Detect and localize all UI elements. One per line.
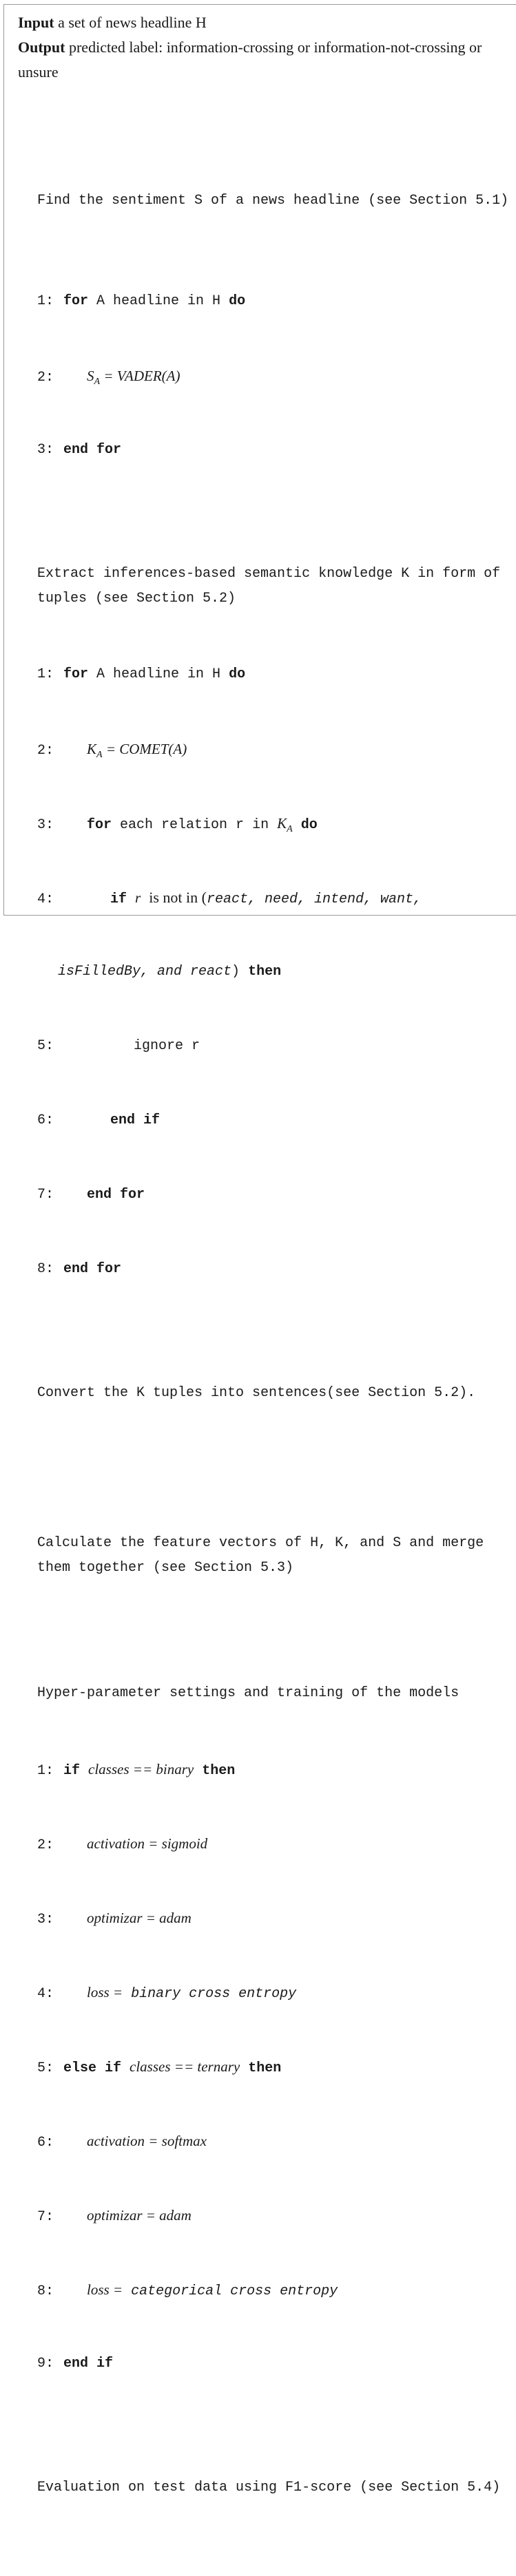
section4-comment: Calculate the feature vectors of H, K, and S and merge them together (see Section 5.3) [37, 1535, 484, 1576]
s5-line-3: 3: optimizar = adam [37, 1910, 192, 1928]
box-top-border [3, 4, 516, 5]
s2-line-4-cont: isFilledBy, and react) then [58, 964, 282, 980]
vader-formula: $S_A$ = VADER(A) [87, 368, 180, 388]
s1-line-2: 2: $S_A$ = VADER(A) [37, 368, 180, 388]
s5-line-4: 4: loss = binary cross entropy [37, 1984, 297, 2002]
box-left-border [3, 4, 4, 916]
s1-line-3: 3: end for [37, 442, 122, 458]
input-line [18, 10, 510, 35]
input-text: a set of news headline H [58, 14, 207, 31]
s5-line-1: 1: if classes == binary then [37, 1761, 236, 1779]
s2-line-6: 6: end if [37, 1112, 161, 1128]
input-keyword: Input [18, 14, 54, 31]
s2-line-4: 4: if r is not in (react, need, intend, want, [37, 889, 422, 907]
s1-line-1: 1: for A headline in H do [37, 293, 246, 309]
s5-line-6: 6: activation = softmax [37, 2133, 207, 2151]
s2-line-3: 3: for each relation r in $K_A$ do [37, 815, 318, 835]
section6-comment: Evaluation on test data using F1-score (see Section 5.4) [37, 2480, 501, 2495]
s5-line-5: 5: else if classes == ternary then [37, 2058, 282, 2076]
section1-comment: Find the sentiment S of a news headline (see Section 5.1) [37, 193, 509, 209]
algorithm-body [37, 89, 513, 2576]
output-line [18, 35, 510, 85]
s2-line-1: 1: for A headline in H do [37, 666, 246, 682]
algorithm-header [18, 10, 510, 85]
output-text: predicted label: information-crossing or information-not-crossing or unsure [18, 39, 482, 81]
section5-comment: Hyper-parameter settings and training of the models [37, 1685, 460, 1701]
s2-line-5: 5: ignore r [37, 1038, 200, 1054]
section2-comment: Extract inferences-based semantic knowledge K in form of tuples (see Section 5.2) [37, 566, 501, 606]
s5-line-2: 2: activation = sigmoid [37, 1835, 208, 1853]
s2-line-7: 7: end for [37, 1187, 145, 1203]
s2-line-8: 8: end for [37, 1261, 122, 1277]
s2-line-2: 2: $K_A$ = COMET(A) [37, 741, 187, 761]
s5-line-9: 9: end if [37, 2356, 114, 2372]
s5-line-7: 7: optimizar = adam [37, 2207, 192, 2225]
section3-comment: Convert the K tuples into sentences(see Section 5.2). [37, 1385, 476, 1401]
s5-line-8: 8: loss = categorical cross entropy [37, 2281, 338, 2299]
output-keyword: Output [18, 39, 65, 56]
